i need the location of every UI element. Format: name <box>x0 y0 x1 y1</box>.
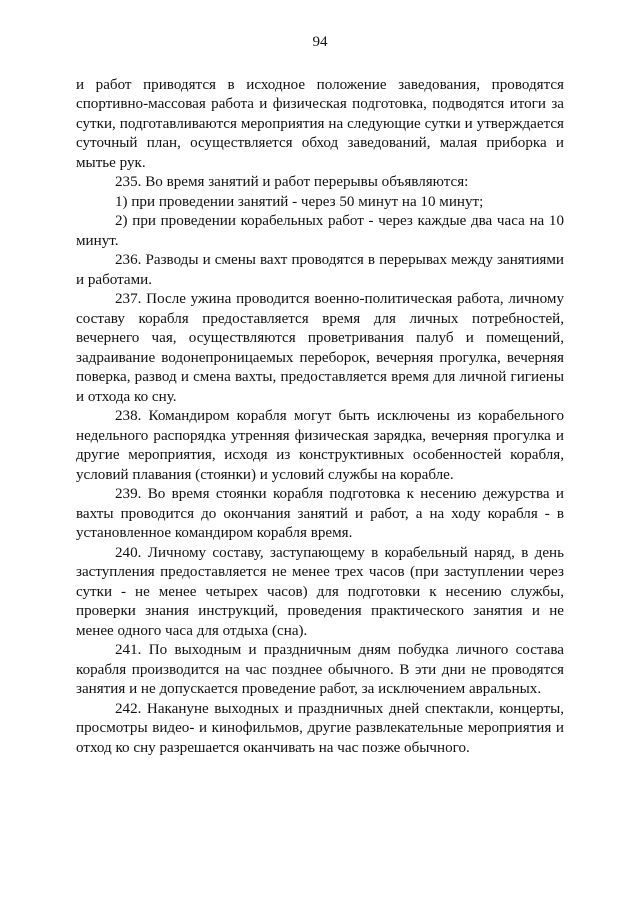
paragraph-237: 237. После ужина проводится военно-политическая работа, личному составу корабля предоставляется время для личных потребностей, вечернего чая, осуществляются проветривания палуб и помещений, задраивание водонепроницаемых переборок, вечерняя прогулка, вечерняя поверка, развод и смена вахты, предоставляется время для личной гигиены и отхода ко сну. <box>76 291 564 405</box>
document-body <box>76 76 564 759</box>
paragraph-235-item-2: 2) при проведении корабельных работ - через каждые два часа на 10 минут. <box>76 213 564 249</box>
paragraph-240: 240. Личному составу, заступающему в корабельный наряд, в день заступления предоставляется не менее трех часов (при заступлении через сутки - не менее четырех часов) для подготовки к несению службы, проверки знания инструкций, проведения практического занятия и не менее одного часа для отдыха (сна). <box>76 544 564 639</box>
page-number: 94 <box>312 34 328 50</box>
paragraph-235: 235. Во время занятий и работ перерывы объявляются: <box>115 174 469 190</box>
paragraph-242: 242. Накануне выходных и праздничных дней спектакли, концерты, просмотры видео- и кинофильмов, другие развлекательные мероприятия и отход ко сну разрешается оканчивать на час позже обычного. <box>76 700 564 756</box>
paragraph-continuation: и работ приводятся в исходное положение заведования, проводятся спортивно-массовая работа и физическая подготовка, подводятся итоги за сутки, подготавливаются мероприятия на следующие сутки и утверждается суточный план, осуществляется обход заведований, малая приборка и мытье рук. <box>76 76 564 171</box>
paragraph-239: 239. Во время стоянки корабля подготовка к несению дежурства и вахты проводится до окончания занятий и работ, а на ходу корабля - в установленное командиром корабля время. <box>76 486 564 541</box>
paragraph-235-item-1: 1) при проведении занятий - через 50 минут на 10 минут; <box>115 193 484 210</box>
paragraph-238: 238. Командиром корабля могут быть исключены из корабельного недельного распорядка утренняя физическая зарядка, вечерняя прогулка и другие мероприятия, исходя из конструктивных особенностей корабля, условий плавания (стоянки) и условий службы на корабле. <box>76 408 564 483</box>
paragraph-236: 236. Разводы и смены вахт проводятся в перерывах между занятиями и работами. <box>76 252 564 288</box>
paragraph-241: 241. По выходным и праздничным дням побудка личного состава корабля производится на час позднее обычного. В эти дни не проводятся занятия и не допускается проведение работ, за исключением авральных. <box>76 642 564 697</box>
document-page <box>76 33 564 758</box>
